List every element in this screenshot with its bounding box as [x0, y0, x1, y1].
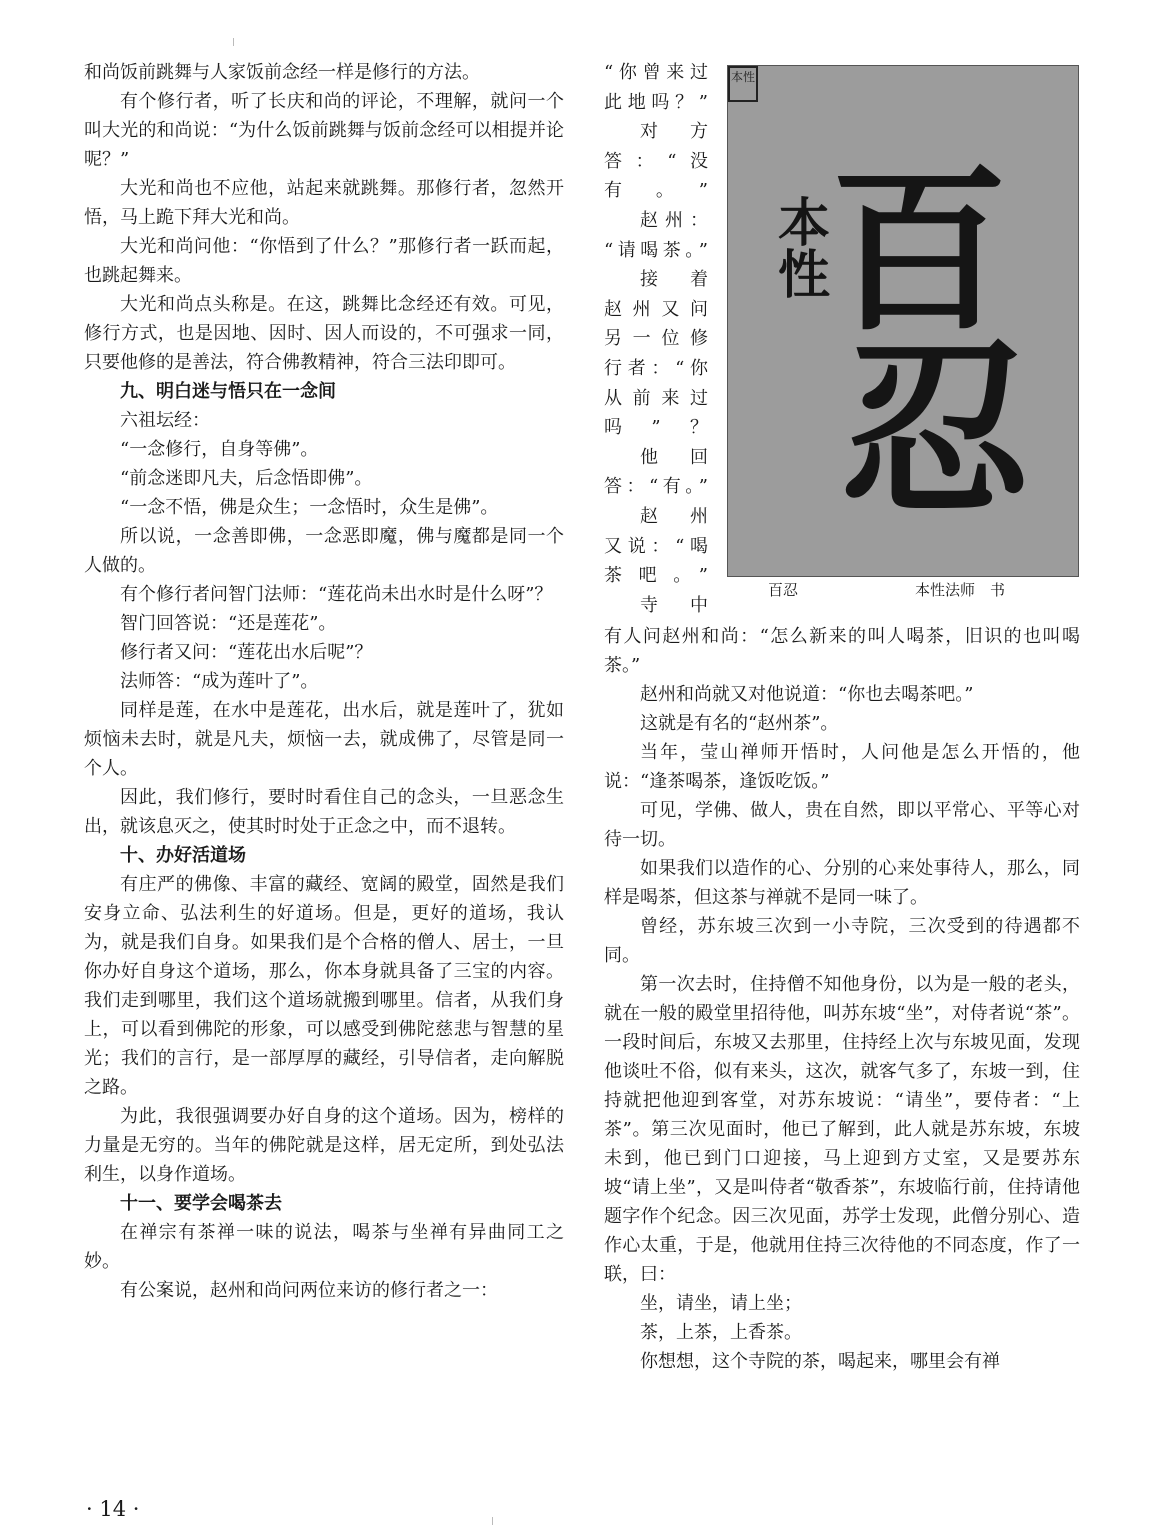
- paragraph-line: 从前来过: [604, 387, 708, 409]
- paragraph: 为此，我很强调要办好自身的这个道场。因为，榜样的力量是无穷的。当年的佛陀就是这样，居无定所，到处弘法利生，以身作道场。: [84, 1106, 564, 1185]
- section-heading: 十、办好活道场: [120, 845, 246, 866]
- paragraph-line: 行者：“你: [604, 357, 708, 379]
- paragraph: 有庄严的佛像、丰富的藏经、宽阔的殿堂，固然是我们安身立命、弘法利生的好道场。但是，更好的道场，我认为，就是我们自身。如果我们是个合格的僧人、居士，一旦你办好自身这个道场，那么，你本身就具备了三宝的内容。我们走到哪里，我们这个道场就搬到哪里。信者，从我们身上，可以看到佛陀的形象，可以感受到佛陀慈悲与智慧的星光；我们的言行，是一部厚厚的藏经，引导信者，走向解脱之路。: [84, 874, 564, 1098]
- paragraph: 大光和尚问他：“你悟到了什么？”那修行者一跃而起，也跳起舞来。: [84, 236, 564, 286]
- paragraph: 和尚饭前跳舞与人家饭前念经一样是修行的方法。: [84, 62, 480, 83]
- paragraph: 因此，我们修行，要时时看住自己的念头，一旦恶念生出，就该息灭之，使其时时处于正念之中，而不退转。: [84, 787, 564, 837]
- paragraph: 当年，莹山禅师开悟时，人问他是怎么开悟的，他说：“逢茶喝茶，逢饭吃饭。”: [604, 742, 1080, 792]
- paragraph-line: 又说：“喝: [604, 535, 708, 557]
- paragraph: 有公案说，赵州和尚问两位来访的修行者之一：: [120, 1280, 498, 1301]
- paragraph: 所以说，一念善即佛，一念恶即魔，佛与魔都是同一个人做的。: [84, 526, 564, 576]
- right-column-beside-figure: [604, 58, 708, 620]
- calligraphy-figure: [727, 65, 1079, 577]
- paragraph: 法师答：“成为莲叶了”。: [120, 671, 319, 692]
- section-heading: 十一、要学会喝茶去: [120, 1193, 282, 1214]
- paragraph-line: 他 回: [640, 446, 708, 468]
- paragraph-line: “你曾来过: [604, 62, 708, 83]
- paragraph-line: “请喝茶。”: [604, 239, 708, 261]
- paragraph-line: 答：“没: [604, 150, 708, 172]
- paragraph: 曾经，苏东坡三次到一小寺院，三次受到的待遇都不同。: [604, 916, 1080, 966]
- paragraph: 在禅宗有茶禅一味的说法，喝茶与坐禅有异曲同工之妙。: [84, 1222, 564, 1272]
- paragraph-line: 另一位修: [604, 328, 708, 350]
- calligraphy-signature: 本性: [777, 193, 830, 306]
- paragraph-line: 赵州：: [640, 209, 708, 231]
- calligraphy-character-ren: 忍: [840, 319, 1031, 542]
- paragraph: 六祖坛经：: [120, 410, 210, 431]
- paragraph: 赵州和尚就又对他说道：“你也去喝茶吧。”: [640, 684, 974, 705]
- crop-mark: [233, 38, 234, 46]
- figure-caption-title: 百忍: [768, 581, 799, 599]
- paragraph: 有人问赵州和尚：“怎么新来的叫人喝茶，旧识的也叫喝茶。”: [604, 626, 1080, 676]
- section-heading: 九、明白迷与悟只在一念间: [120, 381, 336, 402]
- paragraph-line: 此地吗？”: [604, 91, 708, 113]
- paragraph: “一念不悟，佛是众生；一念悟时，众生是佛”。: [120, 497, 499, 518]
- paragraph: 有个修行者，听了长庆和尚的评论，不理解，就问一个叫大光的和尚说：“为什么饭前跳舞与饭前念经可以相提并论呢？”: [84, 91, 564, 170]
- left-column: [84, 58, 564, 1305]
- paragraph-line: 答：“有。”: [604, 476, 708, 498]
- paragraph: 茶，上茶，上香茶。: [640, 1322, 802, 1343]
- calligraphy-character-bai: 百: [830, 146, 1008, 355]
- right-column-lower: [604, 622, 1080, 1376]
- paragraph-line: 茶吧。”: [604, 565, 708, 587]
- paragraph: 你想想，这个寺院的茶，喝起来，哪里会有禅: [640, 1351, 1000, 1372]
- seal-stamp: 本性: [728, 66, 758, 102]
- paragraph-line: 赵 州: [640, 505, 708, 527]
- paragraph-line: 接 着: [640, 269, 708, 291]
- page-number: · 14 ·: [86, 1497, 140, 1521]
- paragraph-line: 有。”: [604, 180, 708, 202]
- paragraph-line: 赵州又问: [604, 298, 708, 320]
- paragraph: 坐，请坐，请上坐；: [640, 1293, 802, 1314]
- paragraph: 智门回答说：“还是莲花”。: [120, 613, 337, 634]
- paragraph: 大光和尚也不应他，站起来就跳舞。那修行者，忽然开悟，马上跪下拜大光和尚。: [84, 178, 564, 228]
- paragraph: 第一次去时，住持僧不知他身份，以为是一般的老头，就在一般的殿堂里招待他，叫苏东坡“坐”，对侍者说“茶”。一段时间后，东坡又去那里，住持经上次与东坡见面，发现他谈吐不俗，似有来头，这次，就客气多了，东坡一到，住持就把他迎到客堂，对苏东坡说：“请坐”，要侍者：“上茶”。第三次见面时，他已了解到，此人就是苏东坡，东坡未到，他已到门口迎接，马上迎到方丈室，又是要苏东坡“请上坐”，又是叫侍者“敬香茶”，东坡临行前，住持请他题字作个纪念。因三次见面，苏学士发现，此僧分别心、造作心太重，于是，他就用住持三次待他的不同态度，作了一联，曰：: [604, 974, 1080, 1285]
- paragraph: “前念迷即凡夫，后念悟即佛”。: [120, 468, 373, 489]
- paragraph: “一念修行，自身等佛”。: [120, 439, 319, 460]
- figure-caption-credit: 本性法师 书: [915, 581, 1006, 599]
- paragraph: 大光和尚点头称是。在这，跳舞比念经还有效。可见，修行方式，也是因地、因时、因人而设的，不可强求一同，只要他修的是善法，符合佛教精神，符合三法印即可。: [84, 294, 564, 373]
- paragraph-line: 吗”？: [604, 417, 708, 439]
- paragraph: 如果我们以造作的心、分别的心来处事待人，那么，同样是喝茶，但这茶与禅就不是同一味了。: [604, 858, 1080, 908]
- paragraph: 修行者又问：“莲花出水后呢”？: [120, 642, 373, 663]
- paragraph: 有个修行者问智门法师：“莲花尚未出水时是什么呀”？: [120, 584, 553, 605]
- paragraph: 同样是莲，在水中是莲花，出水后，就是莲叶了，犹如烦恼未去时，就是凡夫，烦恼一去，就成佛了，尽管是同一个人。: [84, 700, 564, 779]
- paragraph: 可见，学佛、做人，贵在自然，即以平常心、平等心对待一切。: [604, 800, 1080, 850]
- paragraph-line: 寺 中: [640, 594, 708, 616]
- crop-mark: [492, 1517, 493, 1525]
- paragraph-line: 对 方: [640, 121, 708, 143]
- paragraph: 这就是有名的“赵州茶”。: [640, 713, 839, 734]
